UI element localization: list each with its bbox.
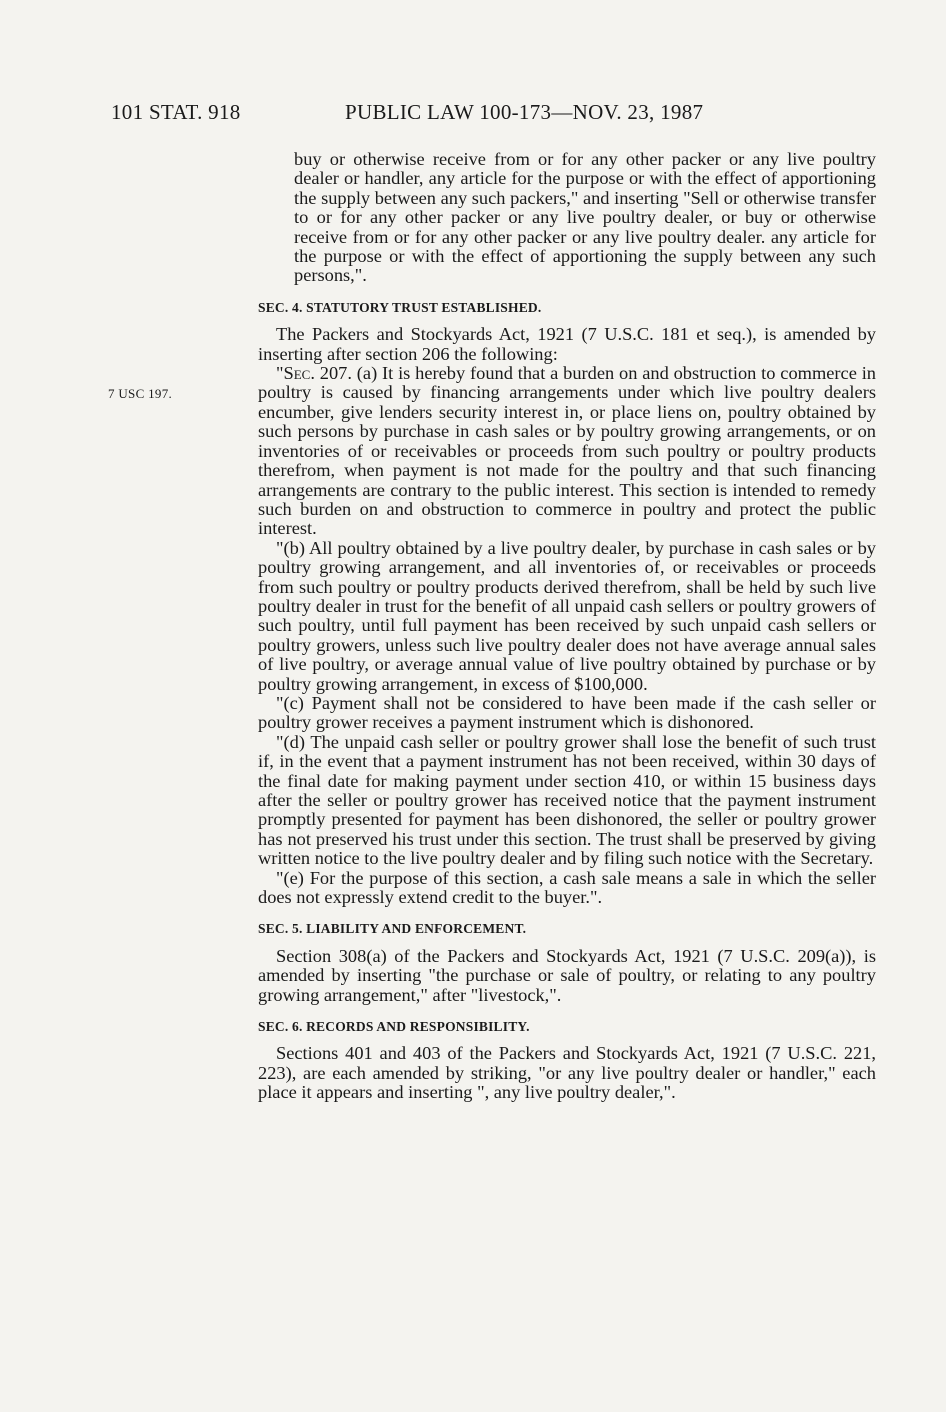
section-5-heading: SEC. 5. LIABILITY AND ENFORCEMENT. xyxy=(258,921,527,937)
section-4-intro: The Packers and Stockyards Act, 1921 (7 U.S.C. 181 et seq.), is amended by inserting after section 206 the following: xyxy=(258,324,876,364)
margin-note-usc: 7 USC 197. xyxy=(108,386,173,401)
section-207-e: "(e) For the purpose of this section, a cash sale means a sale in which the seller does not expressly extend credit to the buyer.". xyxy=(258,867,876,908)
section-207-b: "(b) All poultry obtained by a live poultry dealer, by purchase in cash sales or by poultry growing arrangement, and all inventories of, or receivables or proceeds from such poultry or poultry products derived therefrom, shall be held by such live poultry dealer in trust for the benefit of all unpaid cash sellers or poultry growers of such poultry, until full payment has been received by such unpaid cash sellers or poultry growers, unless such live poultry dealer does not have average annual sales of live poultry, or average annual value of live poultry obtained by purchase or by poultry growing arrangement, in excess of $100,000. xyxy=(258,537,876,694)
statute-citation: 101 STAT. 918 xyxy=(111,100,241,124)
section-6-heading: SEC. 6. RECORDS AND RESPONSIBILITY. xyxy=(258,1019,530,1035)
section-207-a-text: 207. (a) It is hereby found that a burden on and obstruction to commerce in poultry is caused by financing arrangements under which live poultry dealers encumber, give lenders security interest in, or place liens on, poultry obtained by such persons by purchase in cash sales or by poultry growing arrangements, or on inventories of or receivables or proceeds from such poultry or poultry products therefrom, when payment is not made for the poultry and that such financing arrangements are contrary to the public interest. This section is intended to remedy such burden on and obstruction to commerce in poultry and protect the public interest. xyxy=(258,363,876,539)
continued-paragraph: buy or otherwise receive from or for any other packer or any live poultry dealer or handler, any article for the purpose or with the effect of apportioning the supply between any such packers," and inserting "Sell or otherwise transfer to or for any other packer or any live poultry dealer, or buy or otherwise receive from or for any other packer or any live poultry dealer. any article for the purpose or with the effect of apportioning the supply between any such persons,". xyxy=(294,149,876,286)
section-207-a xyxy=(258,364,876,539)
public-law-title: PUBLIC LAW 100-173—NOV. 23, 1987 xyxy=(345,100,704,124)
section-207-c: "(c) Payment shall not be considered to have been made if the cash seller or poultry grower receives a payment instrument which is dishonored. xyxy=(258,692,876,733)
body-text xyxy=(258,150,876,1103)
section-4-heading: SEC. 4. STATUTORY TRUST ESTABLISHED. xyxy=(258,299,542,315)
section-5-body: Section 308(a) of the Packers and Stockyards Act, 1921 (7 U.S.C. 209(a)), is amended by inserting "the purchase or sale of poultry, or relating to any poultry growing arrangement," after "livestock,". xyxy=(258,945,876,1005)
section-6-body: Sections 401 and 403 of the Packers and Stockyards Act, 1921 (7 U.S.C. 221, 223), are each amended by striking, "or any live poultry dealer or handler," each place it appears and inserting ", any live poultry dealer,". xyxy=(258,1043,876,1103)
page-header xyxy=(0,100,946,130)
sec-prefix: "Sec. xyxy=(276,363,315,384)
section-207-d: "(d) The unpaid cash seller or poultry grower shall lose the benefit of such trust if, in the event that a payment instrument has not been received, within 30 days of the final date for making payment under section 410, or within 15 business days after the seller or poultry grower has received notice that the payment instrument promptly presented for payment has been dishonored, the seller or poultry grower has not preserved his trust under this section. The trust shall be preserved by giving written notice to the live poultry dealer and by filing such notice with the Secretary. xyxy=(258,731,876,869)
